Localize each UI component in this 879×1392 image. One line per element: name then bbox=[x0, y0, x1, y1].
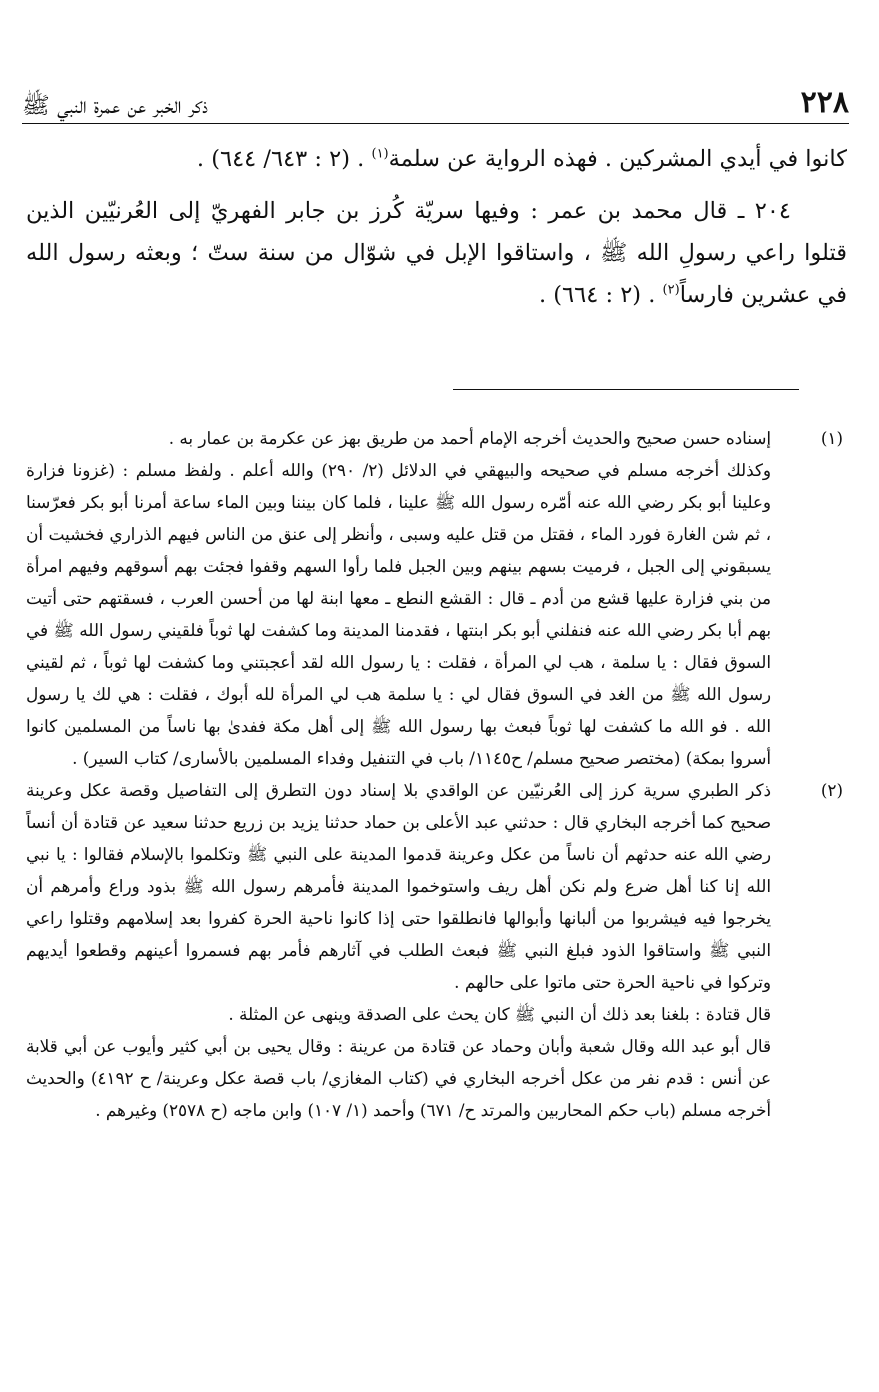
paragraph-204-citation: . (٢ : ٦٦٤) . bbox=[538, 282, 656, 308]
page-number: ٢٢٨ bbox=[800, 85, 849, 120]
footnote-line: ذكر الطبري سرية كرز إلى العُرنيّين عن الواقدي بلا إسناد دون التطرق إلى التفاصيل وقصة عكل وعرينة صحيح كما أخرجه البخاري قال : حدثني عبد الأعلى بن حماد حدثنا يزيد بن زريع حدثنا سعيد عن قتادة أن أنساً رضي الله عنه حدثهم أن ناساً من عكل وعرينة قدموا المدينة على النبي ﷺ وتكلموا بالإسلام فقالوا : يا نبي الله إنا كنا أهل ضرع ولم نكن أهل ريف واستوخموا المدينة فأمرهم رسول الله ﷺ بذود وراع وأمرهم أن يخرجوا فيه فيشربوا من ألبانها وأبوالها فانطلقوا حتى إذا كانوا ناحية الحرة كفروا بعد إسلامهم وقتلوا راعي النبي ﷺ واستاقوا الذود فبلغ النبي ﷺ فبعث الطلب في آثارهم فأمر بهم فسمروا أعينهم وقطعوا أيديهم وتركوا في ناحية الحرة حتى ماتوا على حالهم . bbox=[26, 780, 771, 992]
paragraph-1-text: كانوا في أيدي المشركين . فهذه الرواية عن سلمة bbox=[388, 146, 847, 172]
footnote-2 bbox=[26, 774, 849, 1126]
main-text bbox=[26, 138, 847, 326]
running-title: ذكر الخبر عن عمرة النبي ﷺ bbox=[22, 93, 209, 119]
footnote-line: قال قتادة : بلغنا بعد ذلك أن النبي ﷺ كان يحث على الصدقة وينهى عن المثلة . bbox=[228, 1004, 771, 1024]
footnote-line: قال أبو عبد الله وقال شعبة وأبان وحماد عن قتادة من عرينة : وقال يحيى بن أبي كثير وأيوب عن أبي قلابة عن أنس : قدم نفر من عكل أخرجه البخاري في (كتاب المغازي/ باب قصة عكل وعرينة/ ح ٤١٩٢) والحديث أخرجه مسلم (باب حكم المحاربين والمرتد ح/ ٦٧١) وأحمد (١/ ١٠٧) وابن ماجه (ح ٢٥٧٨) وغيرهم . bbox=[26, 1036, 771, 1120]
footnote-ref-1: (١) bbox=[371, 146, 389, 162]
footnote-line: وكذلك أخرجه مسلم في صحيحه والبيهقي في الدلائل (٢/ ٢٩٠) والله أعلم . ولفظ مسلم : (غزونا فزارة وعلينا أبو بكر رضي الله عنه أمّره رسول الله ﷺ علينا ، فلما كان بيننا وبين الماء ساعة أمرنا أبو بكر فعرّسنا ، ثم شن الغارة فورد الماء ، فقتل من قتل عليه وسبى ، وأنظر إلى عنق من الناس فيهم الذراري فخشيت أن يسبقوني إلى الجبل ، فرميت بسهم بينهم وبين الجبل فلما رأوا السهم وقفوا فجئت بهم أسوقهم وفيهم امرأة من بني فزارة عليها قشع من أدم ـ قال : القشع النطع ـ معها ابنة لها من أحسن العرب ، فسقتهم حتى أتيت بهم أبا بكر رضي الله عنه فنفلني أبو بكر ابنتها ، فقدمنا المدينة وما كشفت لها ثوباً فلقيني رسول الله ﷺ في السوق فقال : يا سلمة ، هب لي المرأة ، فقلت : يا رسول الله لقد أعجبتني وما كشفت لها ثوباً ، ثم لقيني رسول الله ﷺ من الغد في السوق فقال لي : يا سلمة هب لي المرأة لله أبوك ، فقلت : هي لك يا رسول الله . فو الله ما كشفت لها ثوباً فبعث بها رسول الله ﷺ إلى أهل مكة ففدىٰ بها ناساً من المسلمين كانوا أسروا بمكة) (مختصر صحيح مسلم/ ح١١٤٥/ باب في التنفيل وفداء المسلمين بالأسارى/ كتاب السير) . bbox=[26, 460, 771, 768]
paragraph-1-citation: . (٢ : ٦٤٣/ ٦٤٤) . bbox=[196, 146, 365, 172]
footnote-1 bbox=[26, 422, 849, 774]
footnotes bbox=[26, 422, 849, 1126]
page-header bbox=[22, 70, 849, 124]
footnote-divider bbox=[453, 389, 799, 390]
paragraph-204-text: ٢٠٤ ـ قال محمد بن عمر : وفيها سريّة كُرز بن جابر الفهريّ إلى العُرنيّين الذين قتلوا راعي رسولِ الله ﷺ ، واستاقوا الإبل في شوّال من سنة ستّ ؛ وبعثه رسول الله في عشرين فارساً bbox=[26, 198, 847, 308]
footnote-ref-2: (٢) bbox=[662, 282, 680, 298]
footnote-number: (٢) bbox=[820, 780, 843, 800]
footnote-line: إسناده حسن صحيح والحديث أخرجه الإمام أحمد من طريق بهز عن عكرمة بن عمار به . bbox=[168, 428, 771, 448]
paragraph-204 bbox=[26, 190, 847, 316]
paragraph-1 bbox=[26, 138, 847, 180]
footnote-number: (١) bbox=[820, 428, 843, 448]
